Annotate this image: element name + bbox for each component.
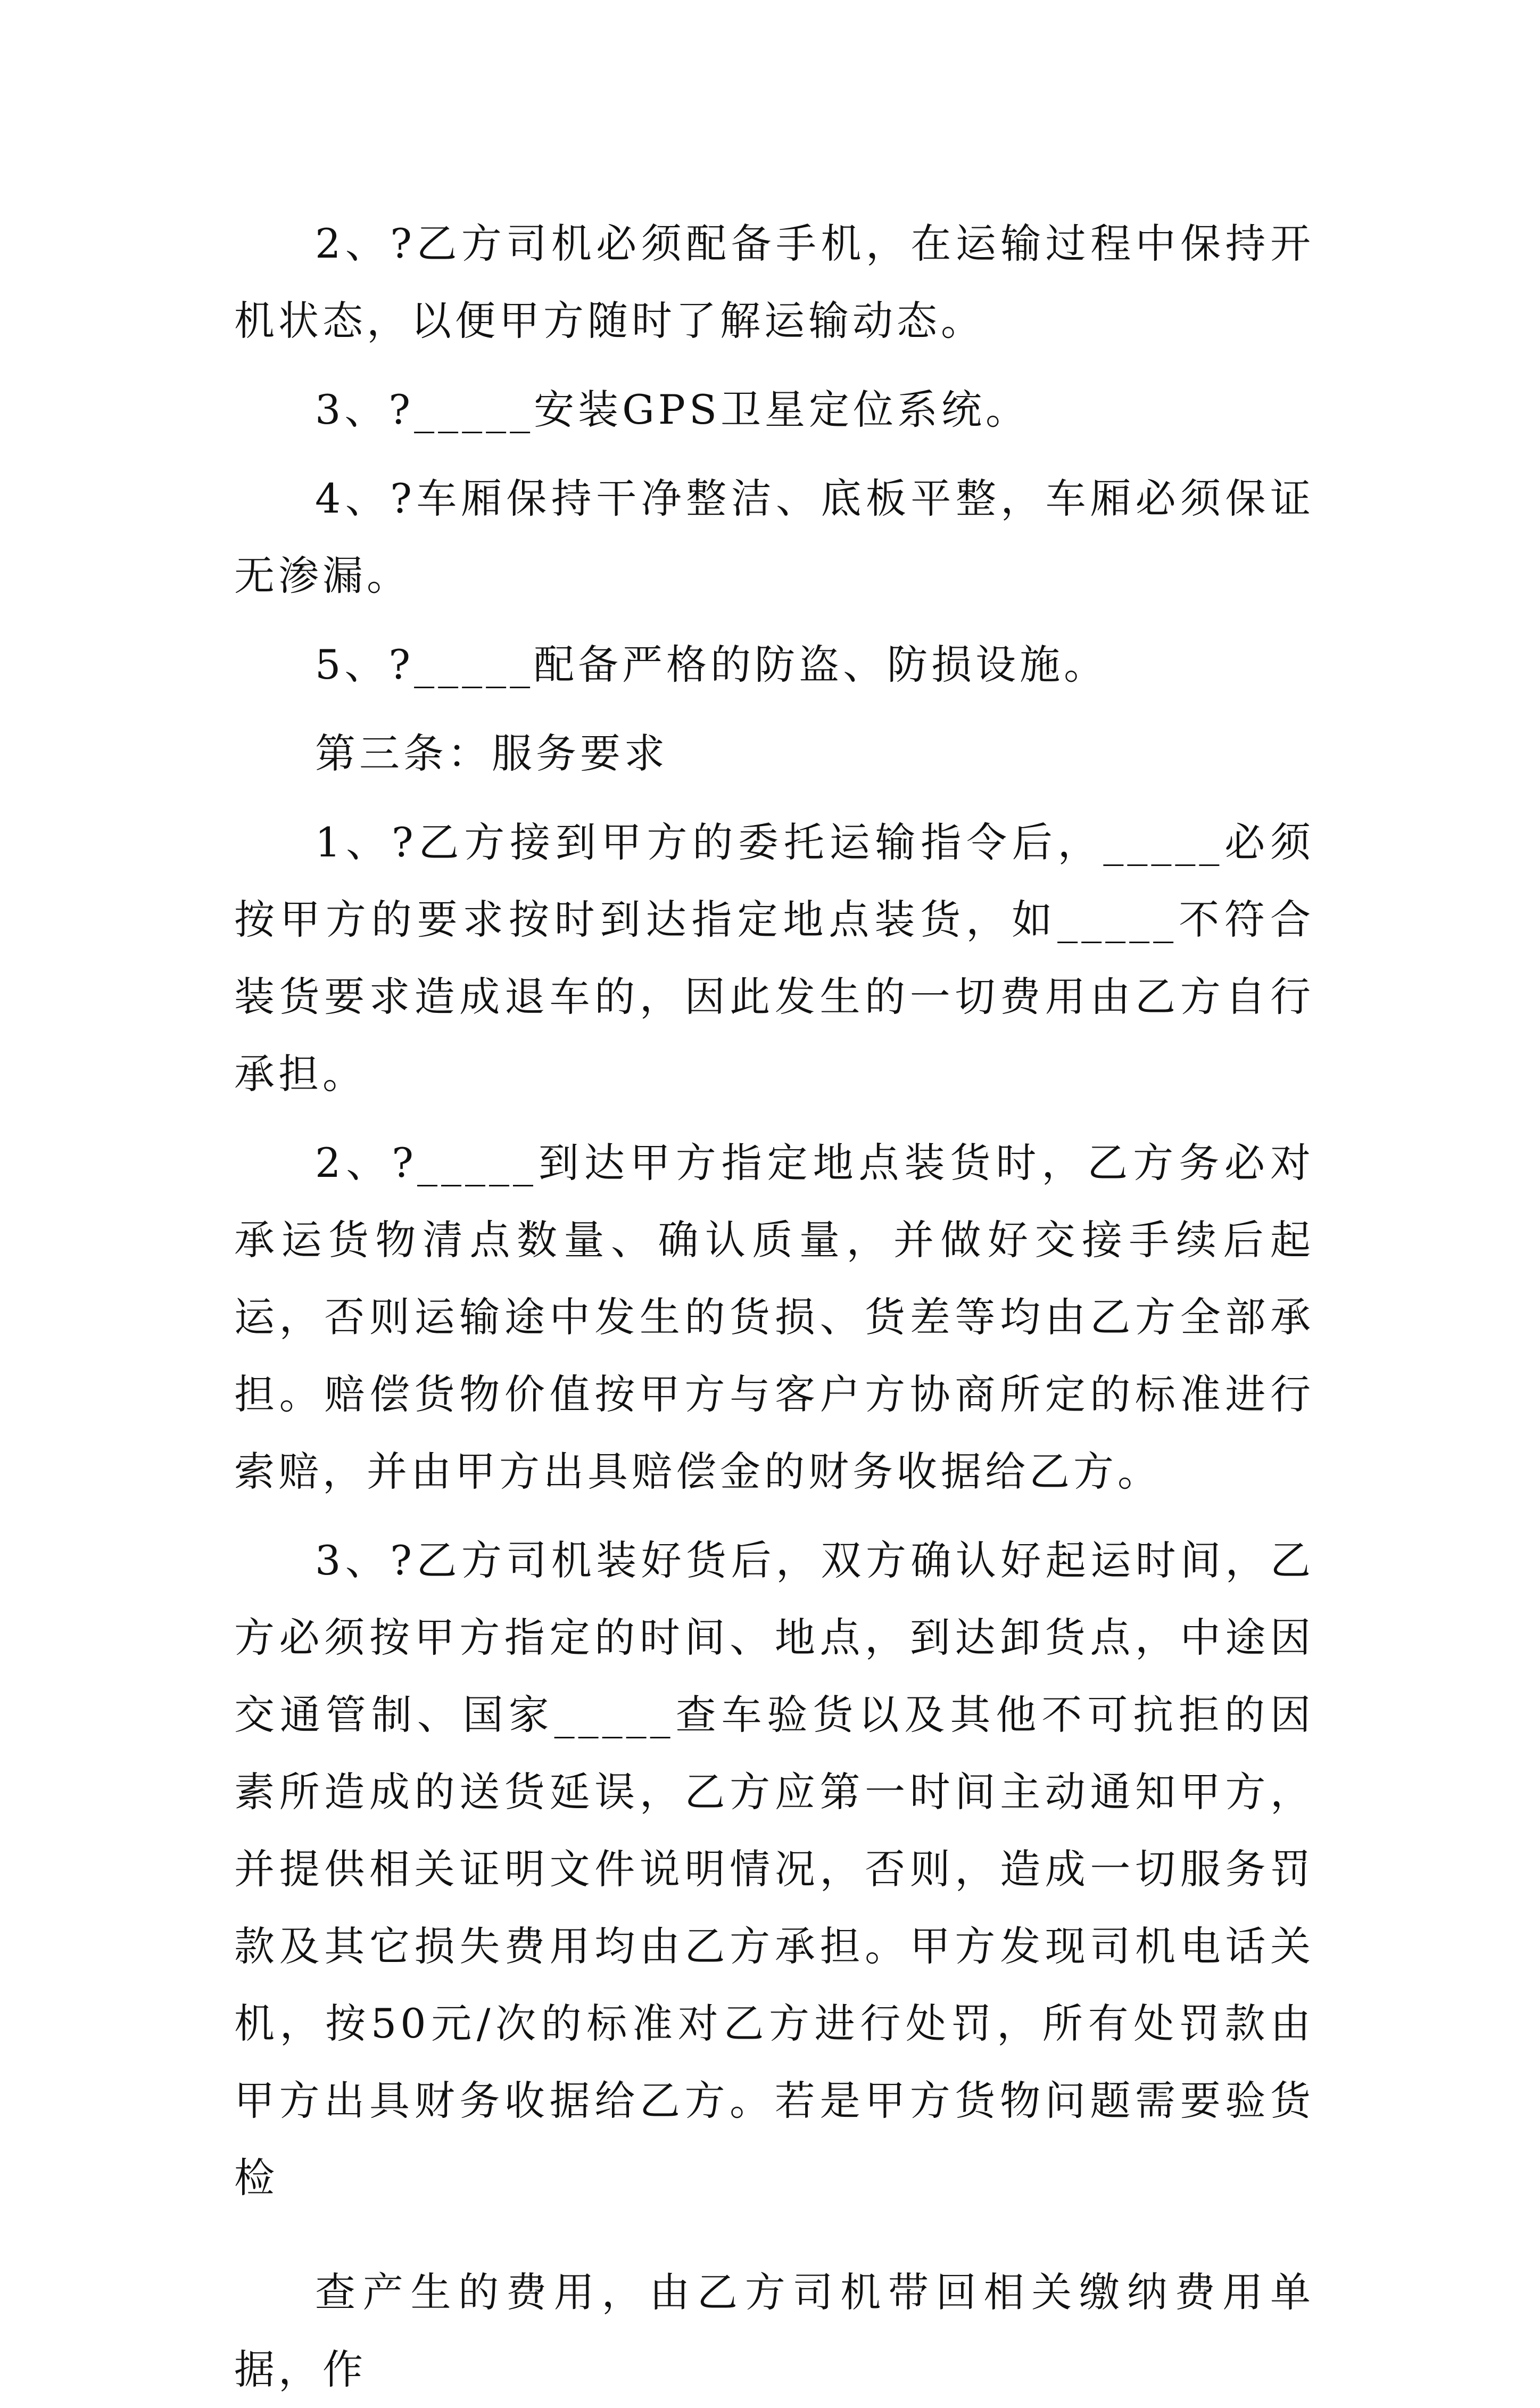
paragraph-clause-3-gps: 3、?_____安装GPS卫星定位系统。	[315, 386, 1030, 433]
paragraph-service-3-delivery: 3、?乙方司机装好货后，双方确认好起运时间，乙方必须按甲方指定的时间、地点，到达卸货点，中途因交通管制、国家_____查车验货以及其他不可抗拒的因素所造成的送货延误，乙方应第一时间主动通知甲方，并提供相关证明文件说明情况，否则，造成一切服务罚款及其它损失费用均由乙方承担。甲方发现司机电话关机，按50元/次的标准对乙方进行处罚，所有处罚款由甲方出具财务收据给乙方。若是甲方货物问题需要验货检	[234, 1537, 1314, 2201]
paragraph-service-2-handover: 2、?_____到达甲方指定地点装货时，乙方务必对承运货物清点数量、确认质量，并做好交接手续后起运，否则运输途中发生的货损、货差等均由乙方全部承担。赔偿货物价值按甲方与客户方协商所定的标准进行索赔，并由甲方出具赔偿金的财务收据给乙方。	[234, 1139, 1314, 1495]
paragraph-service-1-loading: 1、?乙方接到甲方的委托运输指令后，_____必须按甲方的要求按时到达指定地点装货，如_____不符合装货要求造成退车的，因此发生的一切费用由乙方自行承担。	[234, 819, 1314, 1098]
section-heading-article-3: 第三条：服务要求	[315, 730, 668, 777]
paragraph-clause-5-theft-prevention: 5、?_____配备严格的防盗、防损设施。	[315, 641, 1108, 688]
paragraph-continuation: 查产生的费用，由乙方司机带回相关缴纳费用单据，作	[234, 2269, 1314, 2393]
document-body	[234, 205, 1314, 2408]
paragraph-clause-4-cargo-box: 4、?车厢保持干净整洁、底板平整，车厢必须保证无渗漏。	[234, 475, 1314, 599]
paragraph-clause-2-driver-phone: 2、?乙方司机必须配备手机，在运输过程中保持开机状态，以便甲方随时了解运输动态。	[234, 220, 1314, 344]
